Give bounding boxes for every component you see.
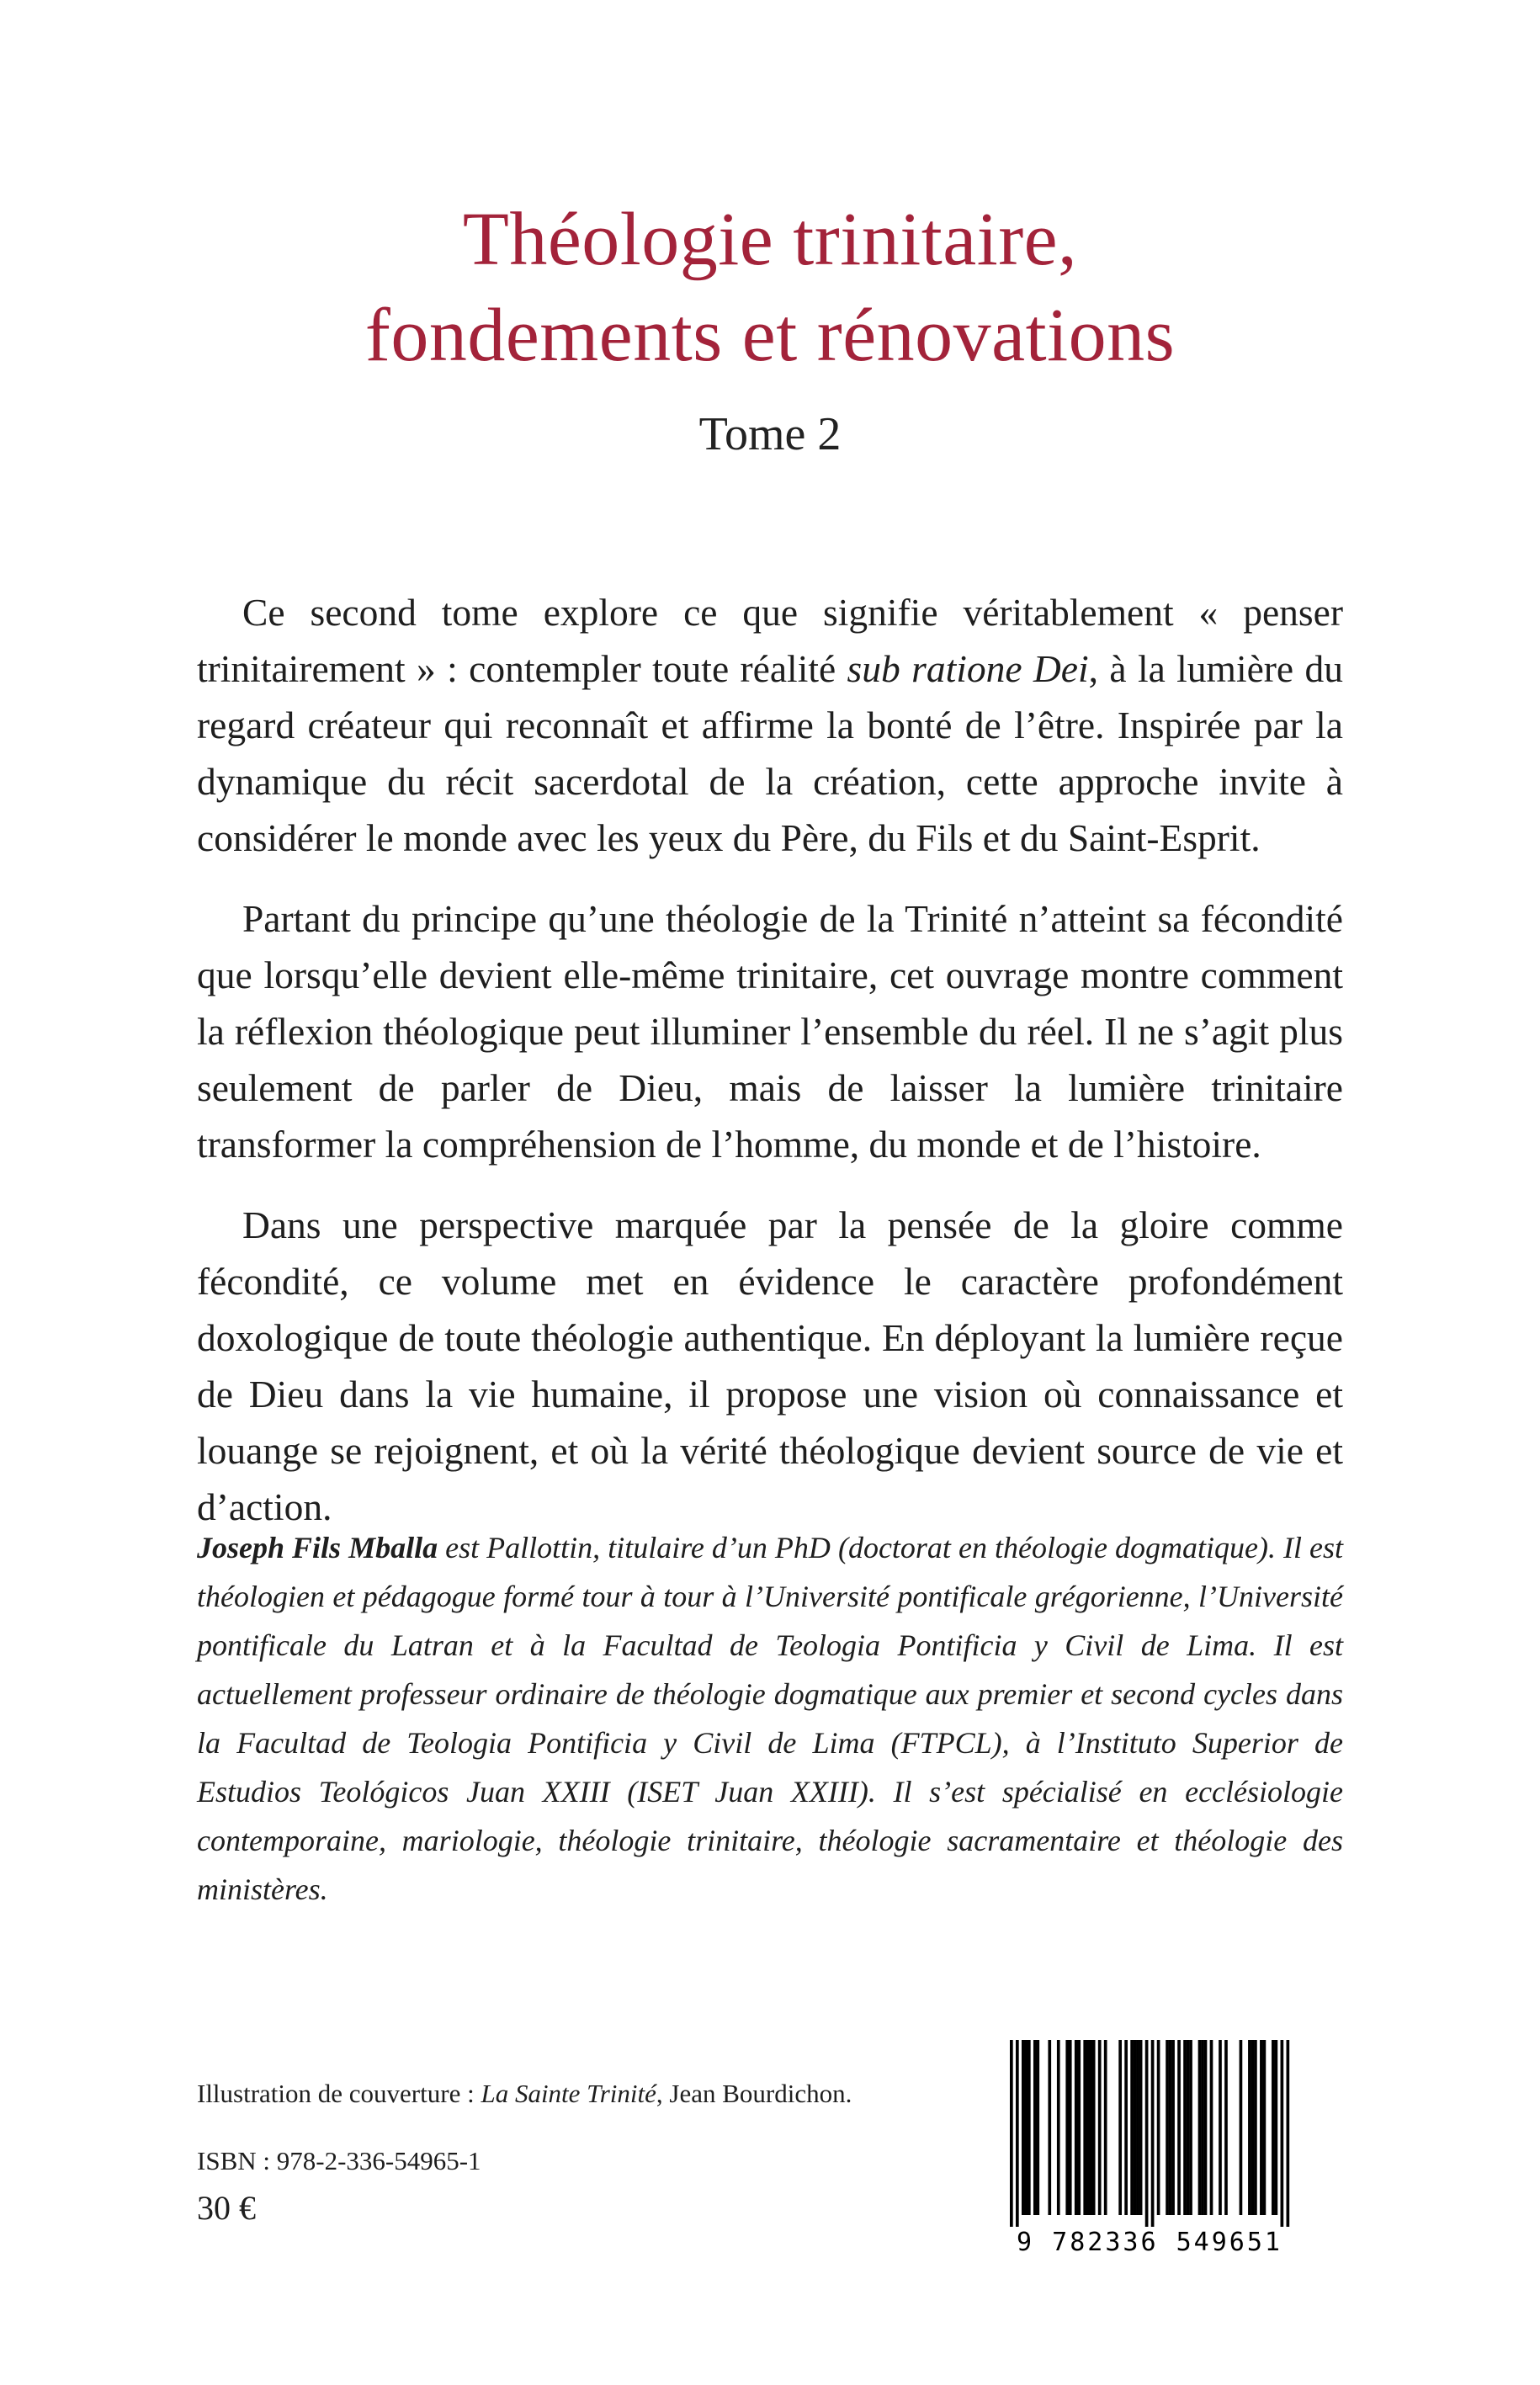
price: 30 € [197, 2189, 256, 2227]
author-bio [197, 1523, 1343, 1914]
barcode-bar [1010, 2040, 1013, 2227]
barcode-bar [1189, 2040, 1192, 2215]
author-bio-text: est Pallottin, titulaire d’un PhD (doctorat en théologie dogmatique). Il est théologien et pédagogue formé tour à tour à l’Université pontificale grégorienne, l’Université pontificale du Latran et à la Facultad de Teologia Pontificia y Civil de Lima. Il est actuellement professeur ordinaire de théologie dogmatique aux premier et second cycles dans la Facultad de Teologia Pontificia y Civil de Lima (FTPCL), à l’Instituto Superior de Estudios Teológicos Juan XXIII (ISET Juan XXIII). Il s’est spécialisé en ecclésiologie contemporaine, mariologie, théologie trinitaire, théologie sacramentaire et théologie des ministères. [197, 1531, 1343, 1906]
barcode-bar [1118, 2040, 1122, 2215]
barcode-bar [1022, 2040, 1025, 2215]
summary-paragraph-2: Partant du principe qu’une théologie de la Trinité n’atteint sa fécondité que lorsqu’elle devient elle-même trinitaire, cet ouvrage montre comment la réflexion théologique peut illuminer l’ensemble du réel. Il ne s’agit plus seulement de parler de Dieu, mais de laisser la lumière trinitaire transformer la compréhension de l’homme, du monde et de l’histoire. [197, 897, 1343, 1166]
barcode-bar [1089, 2040, 1092, 2215]
barcode-bar [1281, 2040, 1284, 2227]
barcode-bar [1240, 2040, 1243, 2215]
summary-paragraph-1 [197, 584, 1343, 866]
barcode-bar [1028, 2040, 1031, 2215]
cover-illustration-credit [197, 2077, 852, 2111]
summary-p1-start: Ce second tome explore ce que signifie véritablement « penser trinitairement » : contempler toute réalité [197, 591, 1343, 690]
barcode-bar [1157, 2040, 1160, 2215]
barcode-bar [1201, 2040, 1204, 2215]
barcode-bar [1219, 2040, 1222, 2215]
barcode-bar [1183, 2040, 1187, 2215]
book-title-line-1: Théologie trinitaire, [462, 198, 1078, 281]
barcode [990, 2037, 1309, 2259]
barcode-bar [1086, 2040, 1090, 2215]
barcode-bar [1166, 2040, 1169, 2215]
barcode-bars [990, 2037, 1309, 2227]
barcode-bar [1169, 2040, 1172, 2215]
book-subtitle: Tome 2 [698, 408, 842, 460]
credit-prefix: Illustration de couverture : [197, 2079, 481, 2108]
summary-p1-end: , à la lumière du regard créateur qui reconnaît et affirme la bonté de l’être. Inspirée par la dynamique du récit sacerdotal de la création, cette approche invite à considérer le monde avec les yeux du Père, du Fils et du Saint-Esprit. [197, 647, 1343, 859]
barcode-bar [1177, 2040, 1181, 2215]
barcode-bar [1151, 2040, 1155, 2227]
barcode-bar [1139, 2040, 1143, 2215]
barcode-bar [1130, 2040, 1134, 2215]
barcode-bar [1057, 2040, 1060, 2215]
book-title-line-2: fondements et rénovations [364, 294, 1176, 377]
isbn: ISBN : 978-2-336-54965-1 [197, 2146, 481, 2175]
barcode-bar [1145, 2040, 1149, 2227]
barcode-bar [1287, 2040, 1290, 2227]
barcode-bar [1075, 2040, 1078, 2215]
barcode-bar [1171, 2040, 1175, 2215]
barcode-bar [1033, 2040, 1037, 2215]
barcode-bar [1104, 2040, 1107, 2215]
barcode-bar [1198, 2040, 1202, 2215]
title-block [0, 192, 1540, 461]
barcode-bar [1251, 2040, 1255, 2215]
barcode-bar [1024, 2040, 1028, 2215]
barcode-bar [1204, 2040, 1208, 2215]
barcode-bar [1092, 2040, 1096, 2215]
summary-p1-latin: sub ratione Dei [847, 647, 1089, 690]
barcode-bar [1124, 2040, 1128, 2215]
barcode-bar [1254, 2040, 1257, 2215]
summary-paragraph-3: Dans une perspective marquée par la pensée de la gloire comme fécondité, ce volume met en évidence le caractère profondément doxologique de toute théologie authentique. En déployant la lumière reçue de Dieu dans la vie humaine, il propose une vision où connaissance et louange se rejoignent, et où la vérité théologique devient source de vie et d’action. [197, 1203, 1343, 1528]
credit-suffix: , Jean Bourdichon. [656, 2079, 852, 2108]
barcode-bar [1083, 2040, 1086, 2215]
barcode-bar [1272, 2040, 1275, 2215]
barcode-bar [1210, 2040, 1213, 2215]
barcode-bar [1077, 2040, 1081, 2215]
barcode-bar [1275, 2040, 1278, 2215]
barcode-bar [1248, 2040, 1251, 2215]
barcode-bar [1065, 2040, 1069, 2215]
barcode-bar [1048, 2040, 1051, 2215]
barcode-bar [1187, 2040, 1190, 2215]
barcode-bar [1263, 2040, 1267, 2215]
barcode-bar [1134, 2040, 1137, 2215]
barcode-bar [1224, 2040, 1228, 2215]
back-cover-summary [197, 584, 1343, 1559]
barcode-bar [1260, 2040, 1263, 2215]
barcode-bar [1098, 2040, 1102, 2215]
barcode-digits: 9 782336 549651 [1017, 2228, 1282, 2257]
barcode-bar [1016, 2040, 1019, 2227]
barcode-bar [1069, 2040, 1072, 2215]
credit-artwork-title: La Sainte Trinité [481, 2079, 656, 2108]
author-name: Joseph Fils Mballa [197, 1531, 438, 1564]
barcode-bar [1136, 2040, 1139, 2215]
barcode-bar [1036, 2040, 1039, 2215]
